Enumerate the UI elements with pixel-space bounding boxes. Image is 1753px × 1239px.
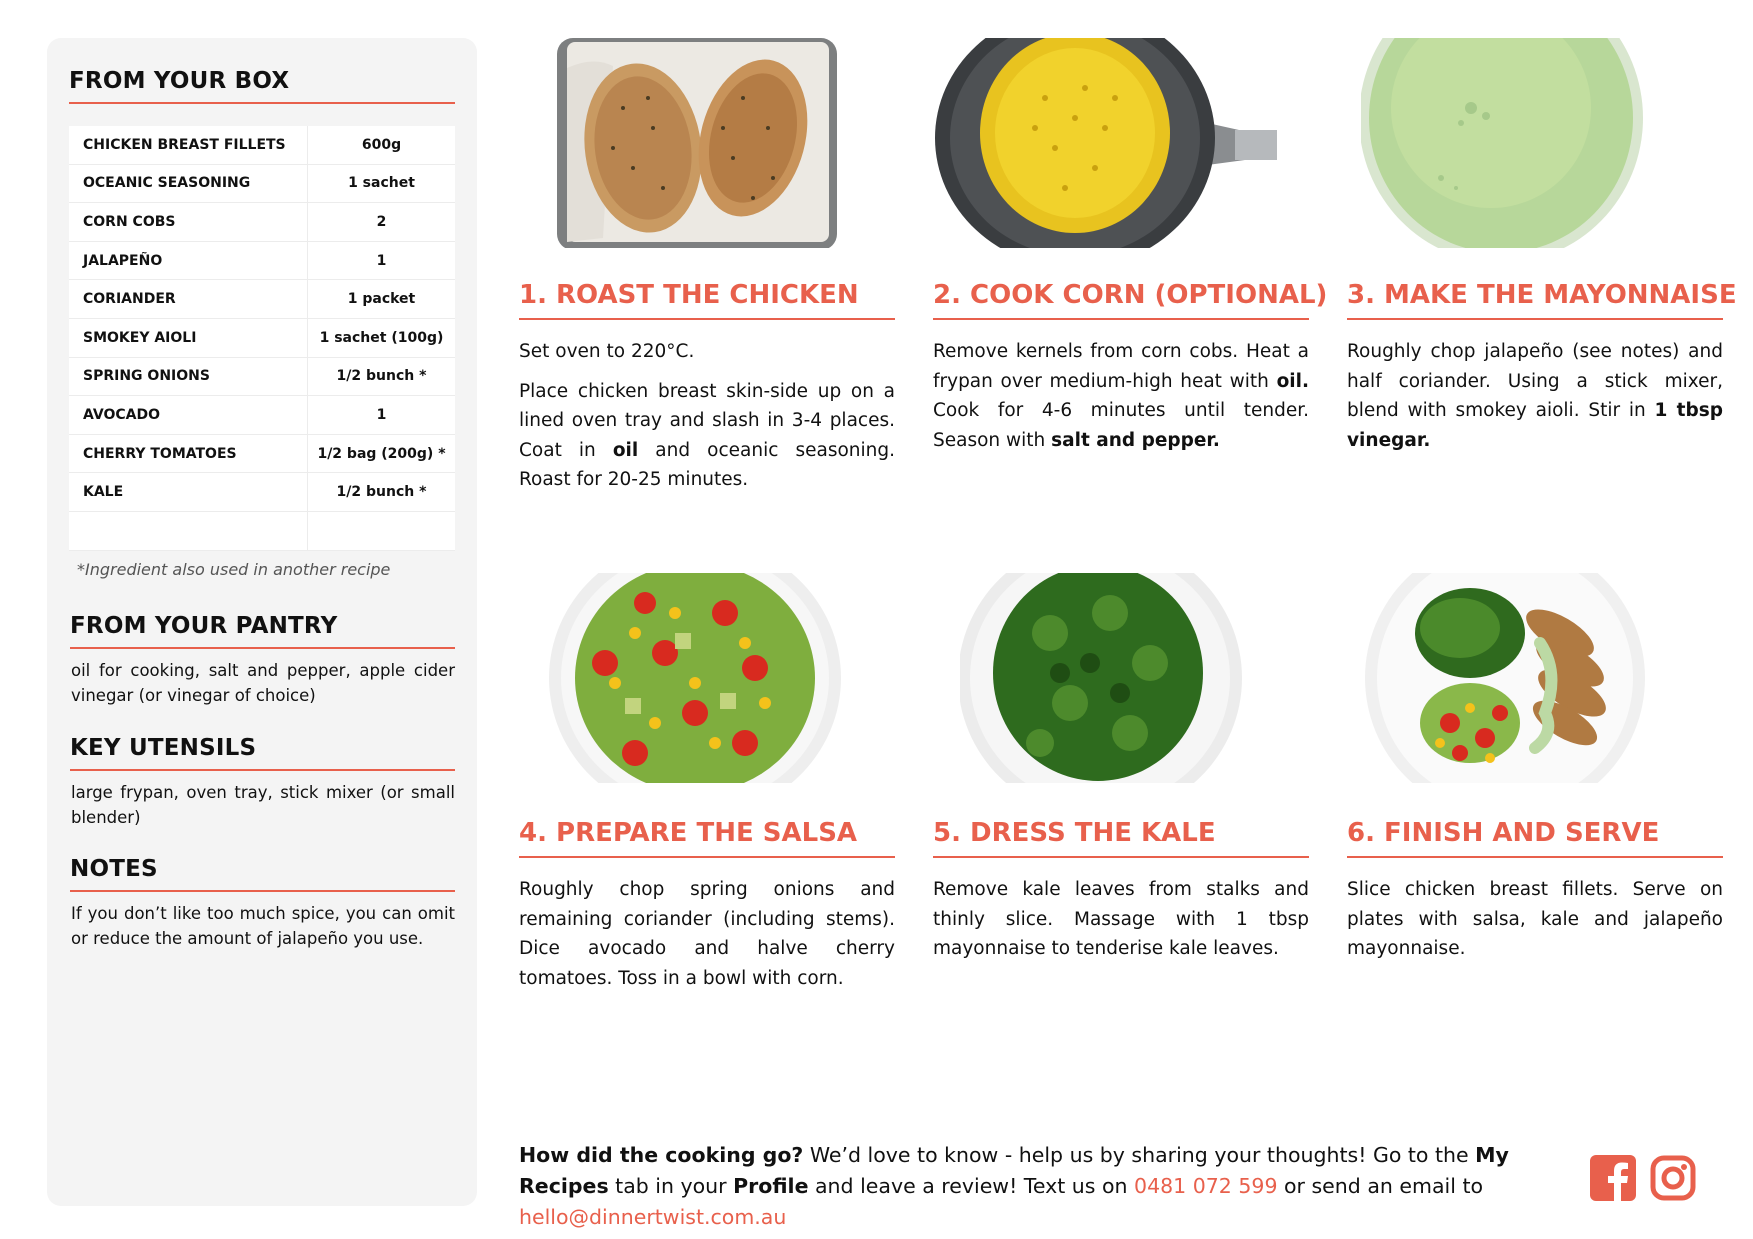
ingredients-table: [69, 126, 455, 551]
step-6-text: Slice chicken breast fillets. Serve on plates with salsa, kale and jalapeño mayonnaise.: [1347, 879, 1723, 959]
step-6-title: 6. FINISH AND SERVE: [1347, 818, 1723, 858]
ingredient-name: KALE: [69, 473, 308, 512]
step-1-text: [519, 337, 895, 505]
table-row: [69, 396, 455, 435]
table-row: [69, 203, 455, 242]
step-1-para-1: Set oven to 220°C.: [519, 341, 695, 362]
step-3-title: 3. MAKE THE MAYONNAISE: [1347, 280, 1723, 320]
step-2-title: 2. COOK CORN (OPTIONAL): [933, 280, 1309, 320]
mayonnaise-bowl-image: [1361, 38, 1661, 248]
table-row: [69, 318, 455, 357]
ingredient-name: OCEANIC SEASONING: [69, 164, 308, 203]
step-4-title: 4. PREPARE THE SALSA: [519, 818, 895, 858]
email-link[interactable]: hello@dinnertwist.com.au: [519, 1205, 787, 1229]
table-row: [69, 357, 455, 396]
ingredient-name: CORIANDER: [69, 280, 308, 319]
ingredient-name: CORN COBS: [69, 203, 308, 242]
table-row: [69, 164, 455, 203]
corn-frypan-image: [935, 38, 1280, 248]
pantry-text: oil for cooking, salt and pepper, apple cider vinegar (or vinegar of choice): [71, 661, 455, 705]
facebook-icon[interactable]: [1590, 1155, 1636, 1201]
ingredient-qty: 1/2 bunch *: [308, 357, 456, 396]
table-row-empty: [69, 511, 455, 550]
table-row: [69, 434, 455, 473]
ingredient-name: SMOKEY AIOLI: [69, 318, 308, 357]
ingredient-name: JALAPEÑO: [69, 241, 308, 280]
step-2-text: Remove kernels from corn cobs. Heat a frypan over medium-high heat with oil. Cook for 4-6 minutes until tender. Season with salt and pepper.: [933, 341, 1309, 451]
ingredient-name: CHICKEN BREAST FILLETS: [69, 126, 308, 164]
ingredient-qty: 1 sachet (100g): [308, 318, 456, 357]
ingredient-qty: 1 packet: [308, 280, 456, 319]
instagram-icon[interactable]: [1650, 1155, 1696, 1201]
pantry-title: FROM YOUR PANTRY: [70, 613, 455, 649]
step-1-title: 1. ROAST THE CHICKEN: [519, 280, 895, 320]
feedback-text: How did the cooking go? We’d love to know - help us by sharing your thoughts! Go to the My Recipes tab in your Profile and leave a review! Text us on 0481 072 599 or send an email to hello@dinnertwist.com.au: [519, 1143, 1509, 1229]
box-title: FROM YOUR BOX: [69, 68, 455, 104]
table-row: [69, 126, 455, 164]
plated-dish-image: [1360, 573, 1660, 783]
step-1-para-2: Place chicken breast skin-side up on a lined oven tray and slash in 3-4 places. Coat in oil and oceanic seasoning. Roast for 20-25 minutes.: [519, 380, 895, 490]
ingredient-name: CHERRY TOMATOES: [69, 434, 308, 473]
ingredient-qty: 1: [308, 396, 456, 435]
ingredient-qty: 1/2 bunch *: [308, 473, 456, 512]
salsa-bowl-image: [545, 573, 845, 783]
step-5-text: Remove kale leaves from stalks and thinly slice. Massage with 1 tbsp mayonnaise to tenderise kale leaves.: [933, 879, 1309, 959]
ingredient-qty: 2: [308, 203, 456, 242]
ingredient-name: SPRING ONIONS: [69, 357, 308, 396]
table-row: [69, 241, 455, 280]
notes-title: NOTES: [70, 856, 455, 892]
step-4-text: Roughly chop spring onions and remaining coriander (including stems). Dice avocado and halve cherry tomatoes. Toss in a bowl with corn.: [519, 879, 895, 989]
ingredients-sidebar: [47, 38, 477, 1206]
step-5-title: 5. DRESS THE KALE: [933, 818, 1309, 858]
utensils-text: large frypan, oven tray, stick mixer (or small blender): [71, 783, 455, 827]
utensils-title: KEY UTENSILS: [70, 735, 455, 771]
my-recipes-link[interactable]: My Recipes: [519, 1143, 1509, 1198]
ingredient-qty: 600g: [308, 126, 456, 164]
roasted-chicken-image: [553, 38, 853, 248]
notes-text: If you don’t like too much spice, you can omit or reduce the amount of jalapeño you use.: [71, 904, 455, 948]
profile-link[interactable]: Profile: [733, 1174, 809, 1198]
ingredient-qty: 1: [308, 241, 456, 280]
table-row: [69, 280, 455, 319]
kale-bowl-image: [960, 573, 1260, 783]
step-3-text: Roughly chop jalapeño (see notes) and half coriander. Using a stick mixer, blend with smokey aioli. Stir in 1 tbsp vinegar.: [1347, 341, 1723, 451]
phone-link[interactable]: 0481 072 599: [1134, 1174, 1278, 1198]
ingredient-qty: 1 sachet: [308, 164, 456, 203]
table-row: [69, 473, 455, 512]
ingredient-name: AVOCADO: [69, 396, 308, 435]
footnote: *Ingredient also used in another recipe: [77, 560, 391, 579]
ingredient-qty: 1/2 bag (200g) *: [308, 434, 456, 473]
